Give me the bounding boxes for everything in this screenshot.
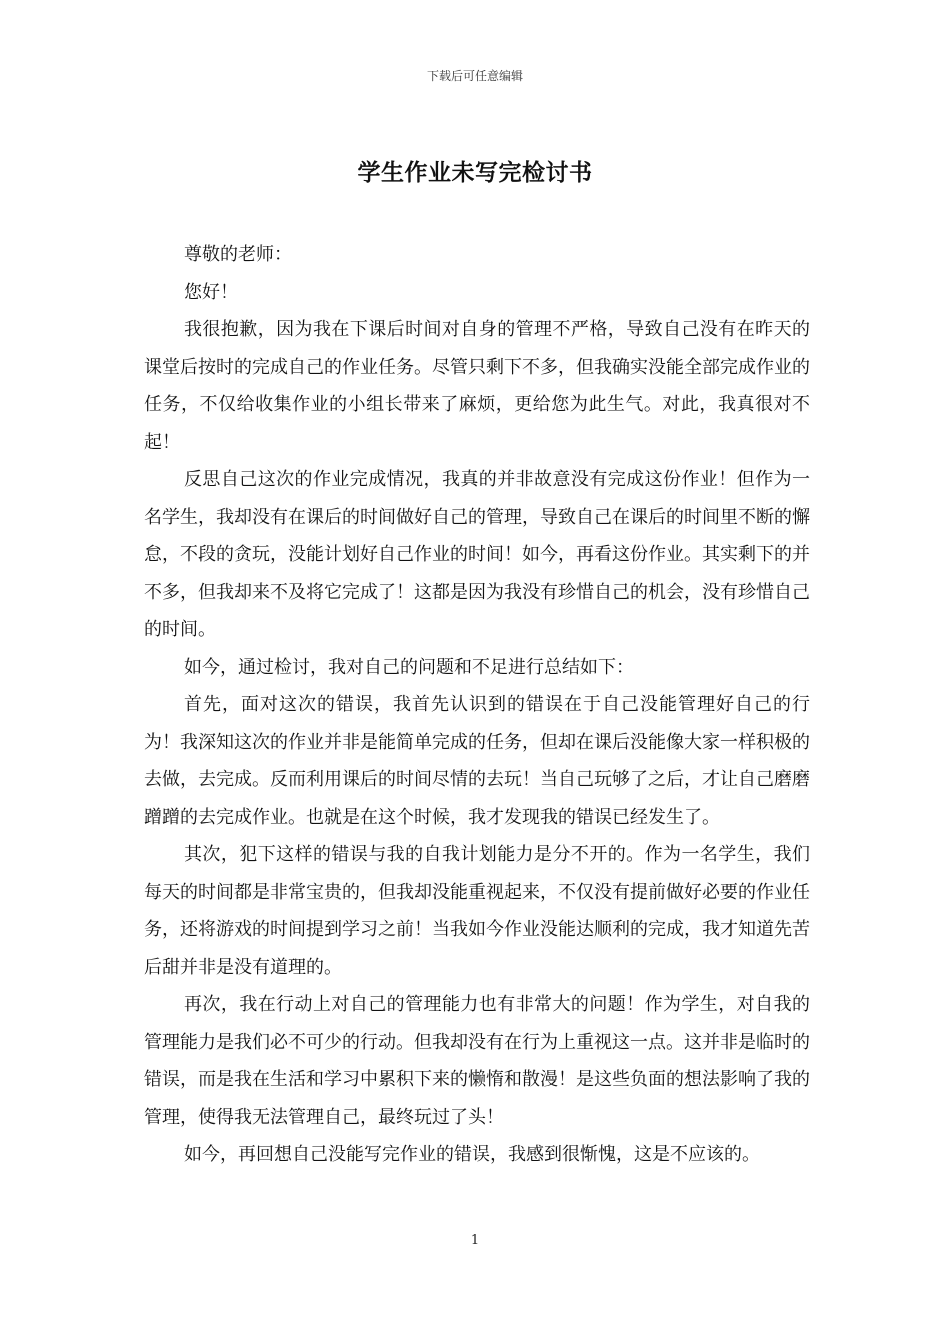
page-number: 1 (470, 1233, 480, 1248)
body-paragraph: 如今，再回想自己没能写完作业的错误，我感到很惭愧，这是不应该的。 (184, 1144, 760, 1165)
body-paragraph: 首先，面对这次的错误，我首先认识到的错误在于自己没能管理好自己的行为！我深知这次的作业并非是能简单完成的任务，但却在课后没能像大家一样积极的去做，去完成。反而利用课后的时间尽情的去玩！当自己玩够了之后，才让自己磨磨蹭蹭的去完成作业。也就是在这个时候，我才发现我的错误已经发生了。 (144, 694, 810, 828)
page-header-note: 下载后可任意编辑 (426, 69, 523, 83)
greeting: 您好！ (184, 281, 238, 303)
document-title: 学生作业未写完检讨书 (357, 159, 593, 186)
body-paragraph: 我很抱歉，因为我在下课后时间对自身的管理不严格，导致自己没有在昨天的课堂后按时的完成自己的作业任务。尽管只剩下不多，但我确实没能全部完成作业的任务，不仅给收集作业的小组长带来了麻烦，更给您为此生气。对此，我真很对不起！ (144, 319, 810, 453)
salutation: 尊敬的老师： (184, 244, 292, 265)
body-paragraph: 其次，犯下这样的错误与我的自我计划能力是分不开的。作为一名学生，我们每天的时间都是非常宝贵的，但我却没能重视起来，不仅没有提前做好必要的作业任务，还将游戏的时间提到学习之前！当我如今作业没能达顺利的完成，我才知道先苦后甜并非是没有道理的。 (144, 844, 810, 978)
body-paragraph: 反思自己这次的作业完成情况，我真的并非故意没有完成这份作业！但作为一名学生，我却没有在课后的时间做好自己的管理，导致自己在课后的时间里不断的懈怠，不段的贪玩，没能计划好自己作业的时间！如今，再看这份作业。其实剩下的并不多，但我却来不及将它完成了！这都是因为我没有珍惜自己的机会，没有珍惜自己的时间。 (144, 469, 810, 640)
body-paragraph: 再次，我在行动上对自己的管理能力也有非常大的问题！作为学生，对自我的管理能力是我们必不可少的行动。但我却没有在行为上重视这一点。这并非是临时的错误，而是我在生活和学习中累积下来的懒惰和散漫！是这些负面的想法影响了我的管理，使得我无法管理自己，最终玩过了头！ (144, 994, 810, 1128)
document-body (144, 236, 810, 1174)
body-paragraph: 如今，通过检讨，我对自己的问题和不足进行总结如下： (184, 656, 634, 678)
